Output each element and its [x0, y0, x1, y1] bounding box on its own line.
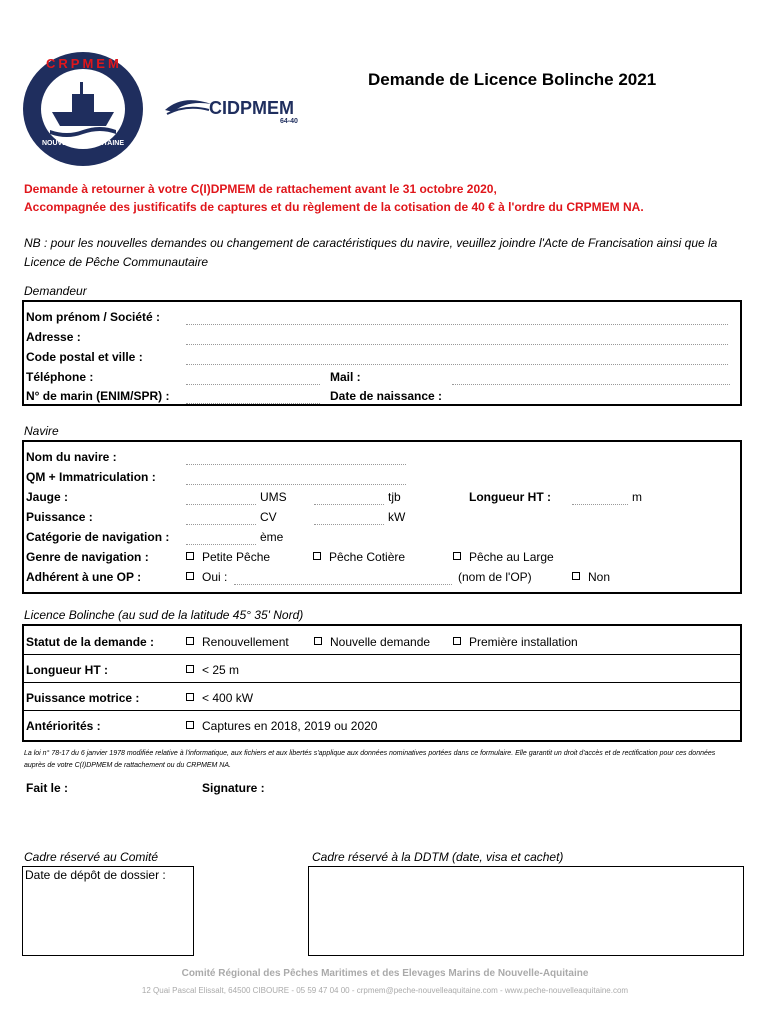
box-cadre-ddtm — [308, 866, 744, 956]
unit-eme: ème — [260, 530, 284, 544]
field-mail[interactable] — [452, 384, 730, 385]
field-marin[interactable] — [186, 403, 320, 404]
section-licence: Licence Bolinche (au sud de la latitude 45° 35' Nord) — [24, 608, 304, 622]
label-qm: QM + Immatriculation : — [26, 470, 156, 484]
label-date-depot: Date de dépôt de dossier : — [25, 868, 166, 882]
legal-notice: La loi n° 78-17 du 6 janvier 1978 modifiée relative à l'informatique, aux fichiers et aux libertés s'applique aux données nominatives portées dans ce formulaire. Elle garantit un droit d'accès et de rectification pour ces données auprès de votre C(I)DPMEM de rattachement ou du CRPMEM NA. — [24, 750, 716, 769]
notice-line-2: Accompagnée des justificatifs de captures et du règlement de la cotisation de 40 € à l'ordre du CRPMEM NA. — [24, 200, 644, 214]
label-longueur: Longueur HT : — [469, 490, 551, 504]
checkbox-icon — [314, 637, 322, 645]
field-jauge-tjb[interactable] — [314, 504, 384, 505]
field-adresse[interactable] — [186, 344, 728, 345]
checkbox-icon — [186, 552, 194, 560]
logo2-text: CIDPMEM — [209, 98, 294, 118]
divider — [24, 682, 740, 683]
licence-box — [22, 624, 742, 742]
label-adherent: Adhérent à une OP : — [26, 570, 142, 584]
section-demandeur: Demandeur — [24, 284, 87, 298]
label-nom: Nom prénom / Société : — [26, 310, 161, 324]
label-adresse: Adresse : — [26, 330, 81, 344]
option-premiere-installation[interactable]: Première installation — [453, 635, 578, 649]
label-puissance-motrice: Puissance motrice : — [26, 691, 140, 705]
notice-line-1: Demande à retourner à votre C(I)DPMEM de rattachement avant le 31 octobre 2020, — [24, 182, 497, 196]
option-anteriorites[interactable]: Captures en 2018, 2019 ou 2020 — [186, 719, 377, 733]
label-cadre-comite: Cadre réservé au Comité — [24, 850, 159, 864]
checkbox-icon — [186, 665, 194, 673]
logo1-sub: NOUVELLE - AQUITAINE — [41, 140, 125, 147]
crpmem-logo — [22, 50, 144, 168]
label-cadre-ddtm: Cadre réservé à la DDTM (date, visa et cachet) — [312, 850, 564, 864]
label-genre: Genre de navigation : — [26, 550, 149, 564]
unit-tjb: tjb — [388, 490, 401, 504]
unit-m: m — [632, 490, 642, 504]
demandeur-box — [22, 300, 742, 406]
label-naissance: Date de naissance : — [330, 389, 443, 403]
field-telephone[interactable] — [186, 384, 320, 385]
unit-ums: UMS — [260, 490, 287, 504]
option-oui[interactable]: Oui : — [186, 570, 227, 584]
navire-box — [22, 440, 742, 594]
option-peche-large[interactable]: Pêche au Large — [453, 550, 554, 564]
label-mail: Mail : — [330, 370, 361, 384]
cidpmem-logo — [163, 96, 318, 128]
field-nom-navire[interactable] — [186, 464, 406, 465]
option-puissance[interactable]: < 400 kW — [186, 691, 253, 705]
logo2-sub: 64-40 — [280, 118, 298, 125]
field-categorie[interactable] — [186, 544, 256, 545]
label-longueur-ht: Longueur HT : — [26, 663, 108, 677]
label-code-postal: Code postal et ville : — [26, 350, 143, 364]
option-non[interactable]: Non — [572, 570, 610, 584]
checkbox-icon — [572, 572, 580, 580]
checkbox-icon — [453, 637, 461, 645]
field-puissance-kw[interactable] — [314, 524, 384, 525]
option-renouvellement[interactable]: Renouvellement — [186, 635, 289, 649]
label-fait-le: Fait le : — [26, 781, 69, 795]
footer-org: Comité Régional des Pêches Maritimes et des Elevages Marins de Nouvelle-Aquitaine — [181, 968, 589, 979]
checkbox-icon — [186, 637, 194, 645]
option-nouvelle-demande[interactable]: Nouvelle demande — [314, 635, 430, 649]
label-nom-op: (nom de l'OP) — [458, 570, 532, 584]
label-signature: Signature : — [202, 781, 265, 795]
checkbox-icon — [186, 721, 194, 729]
field-code-postal[interactable] — [186, 364, 728, 365]
nb-note: NB : pour les nouvelles demandes ou changement de caractéristiques du navire, veuillez joindre l'Acte de Francisation ainsi que la Licence de Pêche Communautaire — [24, 236, 718, 269]
field-qm[interactable] — [186, 484, 406, 485]
label-puissance: Puissance : — [26, 510, 93, 524]
box-cadre-comite — [22, 866, 194, 956]
field-jauge-ums[interactable] — [186, 504, 256, 505]
field-puissance-cv[interactable] — [186, 524, 256, 525]
section-navire: Navire — [24, 424, 59, 438]
footer-contact: 12 Quai Pascal Elissalt, 64500 CIBOURE - 05 59 47 04 00 - crpmem@peche-nouvelleaquitaine.com - www.peche-nouvelleaquitaine.com — [141, 986, 629, 995]
label-categorie: Catégorie de navigation : — [26, 530, 170, 544]
option-peche-cotiere[interactable]: Pêche Cotière — [313, 550, 405, 564]
logo1-text: CRPMEM — [46, 56, 122, 71]
checkbox-icon — [453, 552, 461, 560]
checkbox-icon — [313, 552, 321, 560]
label-anteriorites: Antériorités : — [26, 719, 101, 733]
unit-cv: CV — [260, 510, 277, 524]
option-petite-peche[interactable]: Petite Pêche — [186, 550, 270, 564]
field-longueur[interactable] — [572, 504, 628, 505]
divider — [24, 654, 740, 655]
field-nom-op[interactable] — [234, 584, 452, 585]
label-telephone: Téléphone : — [26, 370, 94, 384]
unit-kw: kW — [388, 510, 406, 524]
label-marin: N° de marin (ENIM/SPR) : — [26, 389, 170, 403]
label-nom-navire: Nom du navire : — [26, 450, 117, 464]
label-jauge: Jauge : — [26, 490, 69, 504]
divider — [24, 710, 740, 711]
checkbox-icon — [186, 572, 194, 580]
option-longueur[interactable]: < 25 m — [186, 663, 239, 677]
page-title: Demande de Licence Bolinche 2021 — [368, 70, 657, 89]
checkbox-icon — [186, 693, 194, 701]
label-statut: Statut de la demande : — [26, 635, 155, 649]
field-nom[interactable] — [186, 324, 728, 325]
